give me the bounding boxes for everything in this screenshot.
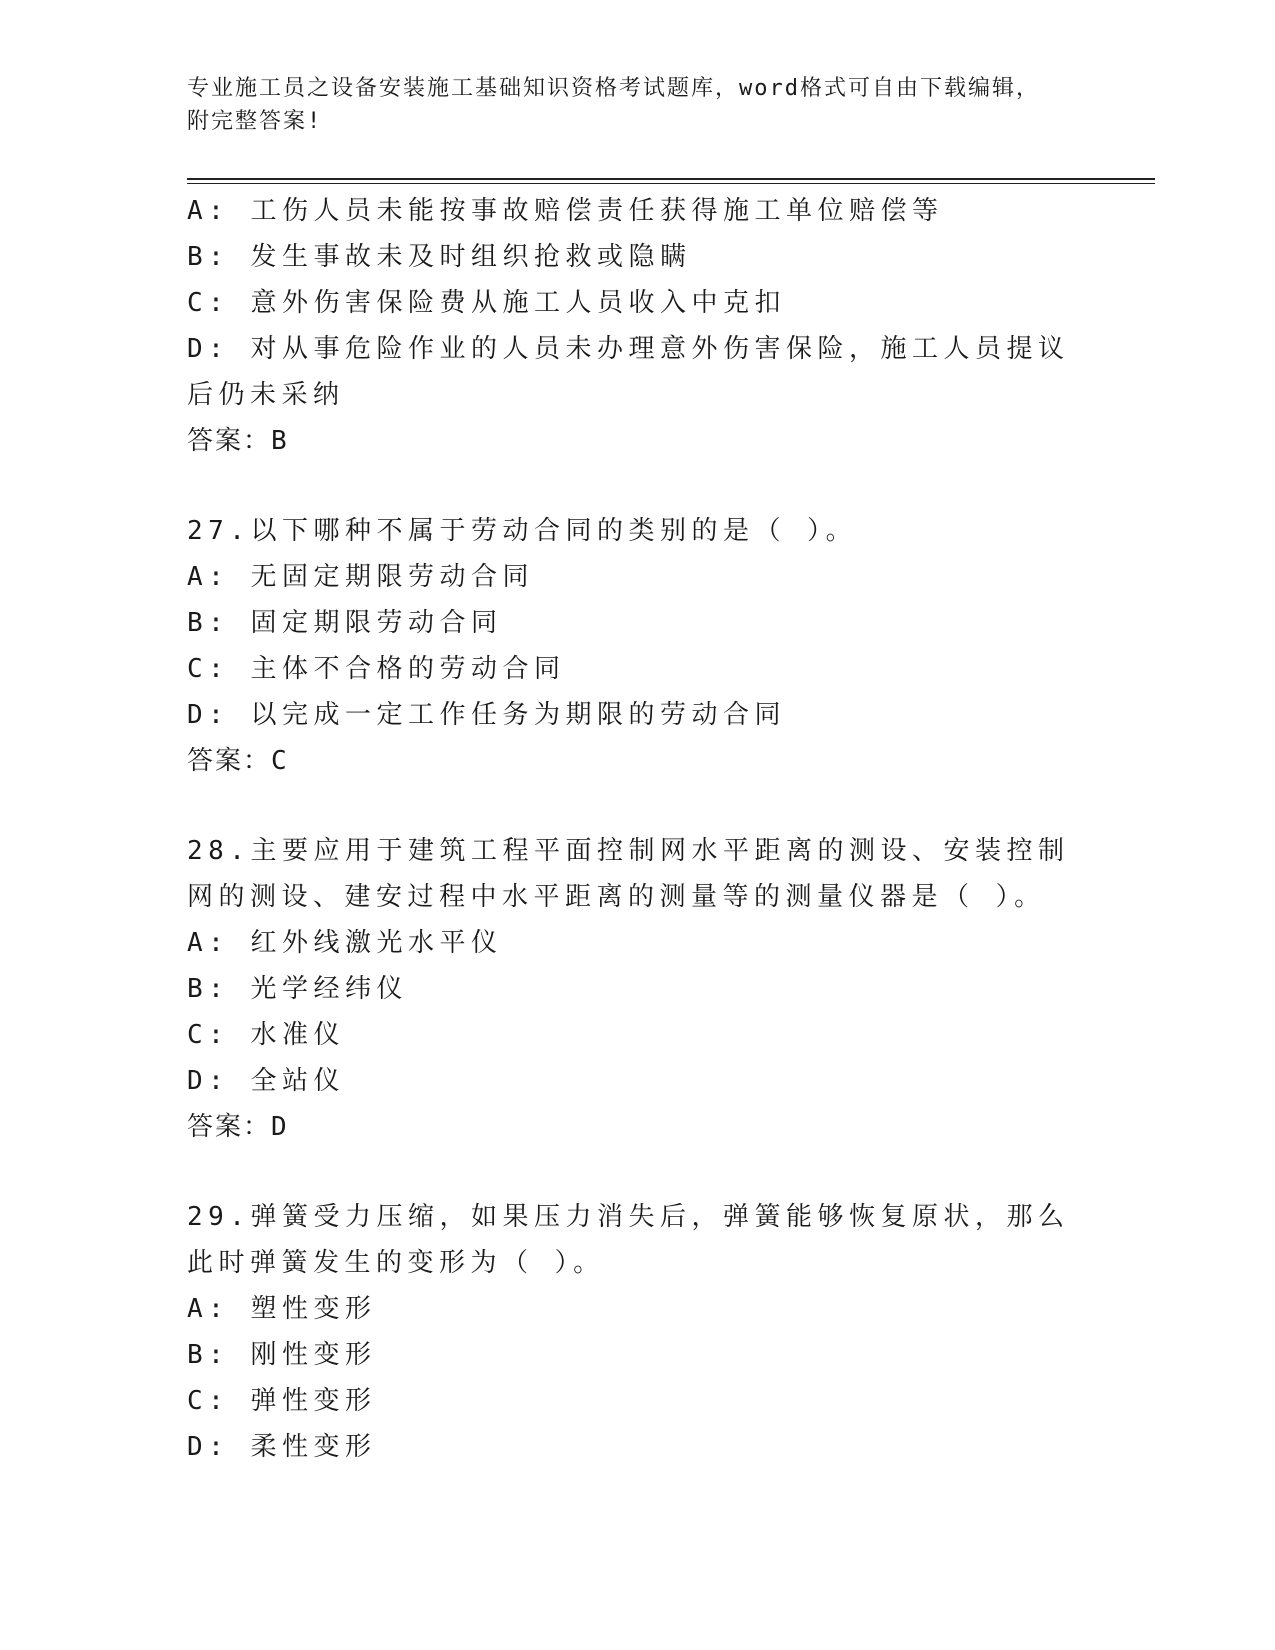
option-c: C: 水准仪	[187, 1020, 345, 1050]
question-27-block	[187, 508, 1087, 784]
option-d: D: 全站仪	[187, 1066, 345, 1096]
option-c: C: 意外伤害保险费从施工人员收入中克扣	[187, 288, 786, 318]
header-divider	[187, 178, 1155, 184]
option-d: D: 对从事危险作业的人员未办理意外伤害保险，施工人员提议后仍未采纳	[187, 334, 1070, 410]
spacer	[187, 464, 1087, 508]
question-29-block	[187, 1194, 1087, 1470]
question-text: 27.以下哪种不属于劳动合同的类别的是（ ）。	[187, 516, 858, 546]
option-c: C: 弹性变形	[187, 1386, 377, 1416]
option-d: D: 柔性变形	[187, 1432, 377, 1462]
option-b: B: 光学经纬仪	[187, 974, 408, 1004]
option-a: A: 无固定期限劳动合同	[187, 562, 534, 592]
option-b: B: 刚性变形	[187, 1340, 377, 1370]
answer-line: 答案：B	[187, 426, 289, 456]
option-b: B: 固定期限劳动合同	[187, 608, 503, 638]
spacer	[187, 1150, 1087, 1194]
question-text: 28.主要应用于建筑工程平面控制网水平距离的测设、安装控制网的测设、建安过程中水平距离的测量等的测量仪器是（ ）。	[187, 836, 1070, 912]
option-a: A: 红外线激光水平仪	[187, 928, 503, 958]
option-a: A: 塑性变形	[187, 1294, 377, 1324]
question-list	[187, 188, 1087, 1470]
header-subtitle-line: 附完整答案!	[187, 109, 323, 134]
answer-line: 答案：D	[187, 1112, 289, 1142]
option-d: D: 以完成一定工作任务为期限的劳动合同	[187, 700, 786, 730]
question-28-block	[187, 828, 1087, 1150]
header-title-line: 专业施工员之设备安装施工基础知识资格考试题库，word格式可自由下载编辑，	[187, 76, 1040, 101]
document-header	[187, 72, 1087, 138]
answer-line: 答案：C	[187, 746, 289, 776]
option-b: B: 发生事故未及时组织抢救或隐瞒	[187, 242, 692, 272]
option-c: C: 主体不合格的劳动合同	[187, 654, 566, 684]
spacer	[187, 784, 1087, 828]
option-a: A: 工伤人员未能按事故赔偿责任获得施工单位赔偿等	[187, 196, 944, 226]
question-26-block	[187, 188, 1087, 464]
question-text: 29.弹簧受力压缩，如果压力消失后，弹簧能够恢复原状，那么此时弹簧发生的变形为（ ）。	[187, 1202, 1070, 1278]
